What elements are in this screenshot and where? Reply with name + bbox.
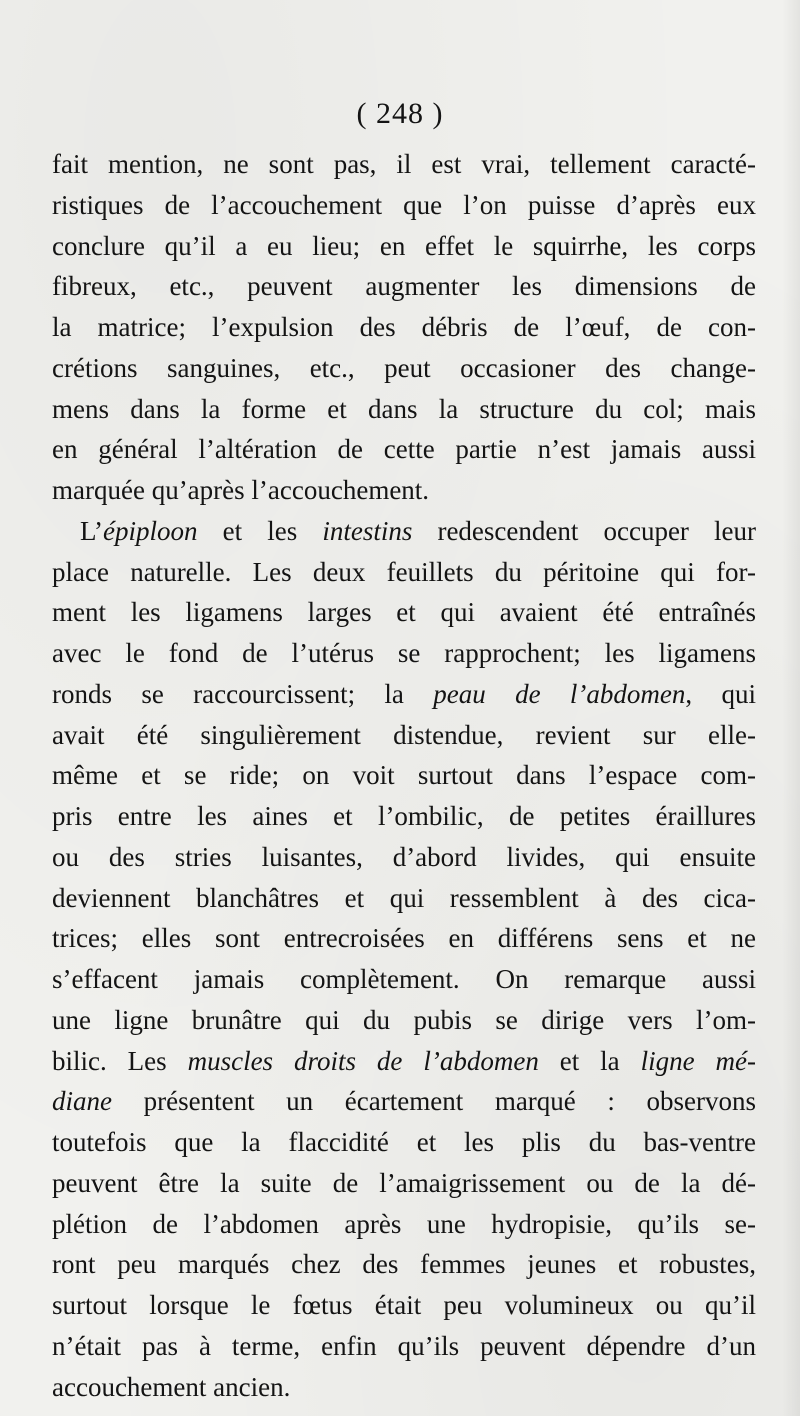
- text-line: [52, 226, 756, 267]
- text-span: surtout lorsque le fœtus était peu volumineux ou qu’il: [52, 1290, 756, 1320]
- text-span: ristiques de l’accouchement que l’on puisse d’après eux: [52, 189, 756, 220]
- page-number: ( 248 ): [356, 97, 444, 130]
- text-span: ront peu marqués chez des femmes jeunes et robustes,: [52, 1249, 756, 1280]
- text-span: accouchement ancien.: [52, 1371, 291, 1402]
- text-line: [52, 796, 756, 837]
- text-span: conclure qu’il a eu lieu; en effet le squirrhe, les corps: [52, 230, 756, 261]
- text-span: toutefois que la flaccidité et les plis du bas-ventre: [52, 1127, 756, 1157]
- text-span: crétions sanguines, etc., peut occasioner des change-: [52, 352, 756, 383]
- text-line: [52, 389, 756, 430]
- text-line: [52, 959, 756, 1000]
- text-span: ronds se raccourcissent; la: [52, 678, 434, 709]
- text-line: [52, 1285, 756, 1326]
- text-line: [52, 674, 756, 715]
- text-line: [52, 715, 756, 756]
- text-line: [52, 1367, 756, 1408]
- text-span: deviennent blanchâtres et qui ressemblent à des cica-: [52, 882, 756, 913]
- text-span: même et se ride; on voit surtout dans l’espace com-: [52, 760, 756, 791]
- text-span: ou des stries luisantes, d’abord livides, qui ensuite: [52, 841, 756, 872]
- text-span: trices; elles sont entrecroisées en différens sens et ne: [52, 923, 756, 954]
- text-span: place naturelle. Les deux feuillets du péritoine qui for-: [52, 556, 756, 587]
- text-span: peuvent être la suite de l’amaigrissement ou de la dé-: [52, 1167, 756, 1198]
- text-span: une ligne brunâtre qui du pubis se dirige vers l’om-: [52, 1004, 756, 1035]
- text-span: n’était pas à terme, enfin qu’ils peuvent dépendre d’un: [52, 1330, 756, 1361]
- text-line: [52, 1000, 756, 1041]
- text-span: marquée qu’après l’accouchement.: [52, 475, 430, 505]
- text-line: [52, 144, 756, 185]
- text-span: plétion de l’abdomen après une hydropisie, qu’ils se-: [52, 1208, 756, 1239]
- text-line: [52, 307, 756, 348]
- italic-term: épiploon: [103, 515, 198, 546]
- text-line: [52, 1163, 756, 1204]
- text-line: [52, 878, 756, 919]
- text-span: ment les ligamens larges et qui avaient été entraînés: [52, 597, 756, 628]
- text-line: [52, 1326, 756, 1367]
- text-line: [52, 552, 756, 593]
- text-line: [52, 1244, 756, 1285]
- text-span: et les: [197, 515, 323, 546]
- text-span: , qui: [685, 678, 756, 709]
- text-line: [52, 429, 756, 470]
- italic-term: peau de l’abdomen: [433, 678, 686, 709]
- text-span: en général l’altération de cette partie n’est jamais aussi: [52, 434, 756, 465]
- text-span: et la: [538, 1045, 641, 1076]
- text-span: redescendent occuper leur: [412, 515, 756, 546]
- text-span: avait été singulièrement distendue, revient sur elle-: [52, 719, 756, 750]
- text-line: [52, 185, 756, 226]
- text-line: [52, 511, 756, 552]
- text-line: [52, 918, 756, 959]
- text-span: s’effacent jamais complètement. On remarque aussi: [52, 964, 756, 994]
- text-line: [52, 1081, 756, 1122]
- text-span: mens dans la forme et dans la structure du col; mais: [52, 393, 756, 424]
- text-span: fibreux, etc., peuvent augmenter les dimensions de: [52, 271, 756, 302]
- italic-term: diane: [52, 1086, 112, 1117]
- text-line: [52, 470, 756, 511]
- text-line: [52, 348, 756, 389]
- italic-term: muscles droits de l’abdomen: [187, 1045, 539, 1076]
- text-line: [52, 633, 756, 674]
- text-span: pris entre les aines et l’ombilic, de petites éraillures: [52, 801, 756, 831]
- text-span: avec le fond de l’utérus se rapprochent; les ligamens: [52, 638, 756, 668]
- page-edge-shadow: [782, 0, 800, 1416]
- italic-term: ligne mé-: [640, 1045, 756, 1076]
- text-span: la matrice; l’expulsion des débris de l’œuf, de con-: [52, 312, 756, 342]
- text-span: présentent un écartement marqué : observons: [112, 1086, 756, 1117]
- body-text: [52, 144, 756, 1407]
- text-span: bilic. Les: [52, 1045, 188, 1076]
- text-line: [52, 1041, 756, 1082]
- text-line: [52, 1122, 756, 1163]
- text-line: [52, 1204, 756, 1245]
- text-span: L’: [80, 515, 104, 546]
- text-line: [52, 266, 756, 307]
- text-span: fait mention, ne sont pas, il est vrai, tellement caracté-: [52, 149, 756, 179]
- text-line: [52, 837, 756, 878]
- italic-term: intestins: [322, 515, 413, 546]
- text-line: [52, 755, 756, 796]
- text-line: [52, 592, 756, 633]
